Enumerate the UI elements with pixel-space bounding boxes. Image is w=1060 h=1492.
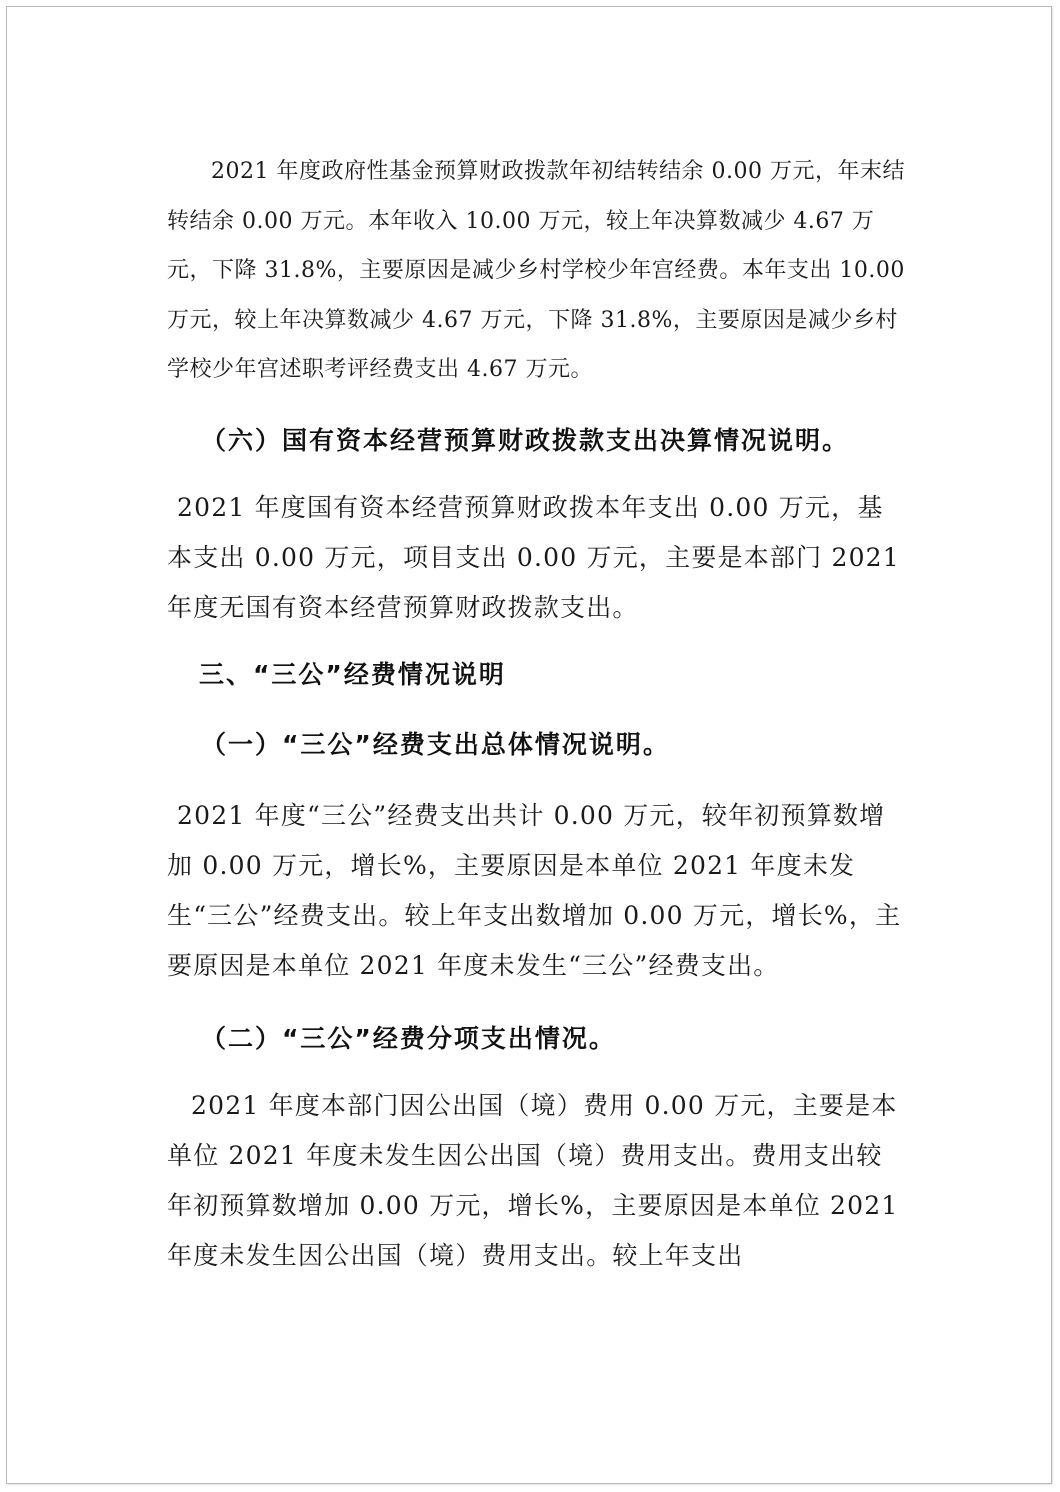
paragraph-overall-expenses: 2021 年度“三公”经费支出共计 0.00 万元，较年初预算数增加 0.00 万元，增长%，主要原因是本单位 2021 年度未发生“三公”经费支出。较上年支出数增加 0.00 万元，增长%，主要原因是本单位 2021 年度未发生“三公”经费支出。 (167, 800, 902, 980)
paragraph-overseas-travel: 2021 年度本部门因公出国（境）费用 0.00 万元，主要是本单位 2021 年度未发生因公出国（境）费用支出。费用支出较年初预算数增加 0.00 万元，增长%，主要原因是本单位 2021 年度未发生因公出国（境）费用支出。较上年支出 (167, 1090, 899, 1270)
heading-three-public-expenses: 三、“三公”经费情况说明 (199, 659, 506, 689)
document-content (167, 147, 907, 1281)
heading-itemized-expenses: （二）“三公”经费分项支出情况。 (201, 1023, 616, 1053)
heading-state-capital: （六）国有资本经营预算财政拨款支出决算情况说明。 (201, 425, 850, 455)
heading-overall-expenses: （一）“三公”经费支出总体情况说明。 (201, 729, 670, 759)
paragraph-government-fund: 2021 年度政府性基金预算财政拨款年初结转结余 0.00 万元，年末结转结余 0.00 万元。本年收入 10.00 万元，较上年决算数减少 4.67 万元，下降 31.8%，主要原因是减少乡村学校少年宫经费。本年支出 10.00 万元，较上年决算数减少 4.67 万元，下降 31.8%，主要原因是减少乡村学校少年宫述职考评经费支出 4.67 万元。 (167, 159, 905, 382)
paragraph-state-capital: 2021 年度国有资本经营预算财政拨本年支出 0.00 万元，基本支出 0.00 万元，项目支出 0.00 万元，主要是本部门 2021 年度无国有资本经营预算财政拨款支出。 (167, 492, 900, 622)
document-page (6, 6, 1052, 1484)
